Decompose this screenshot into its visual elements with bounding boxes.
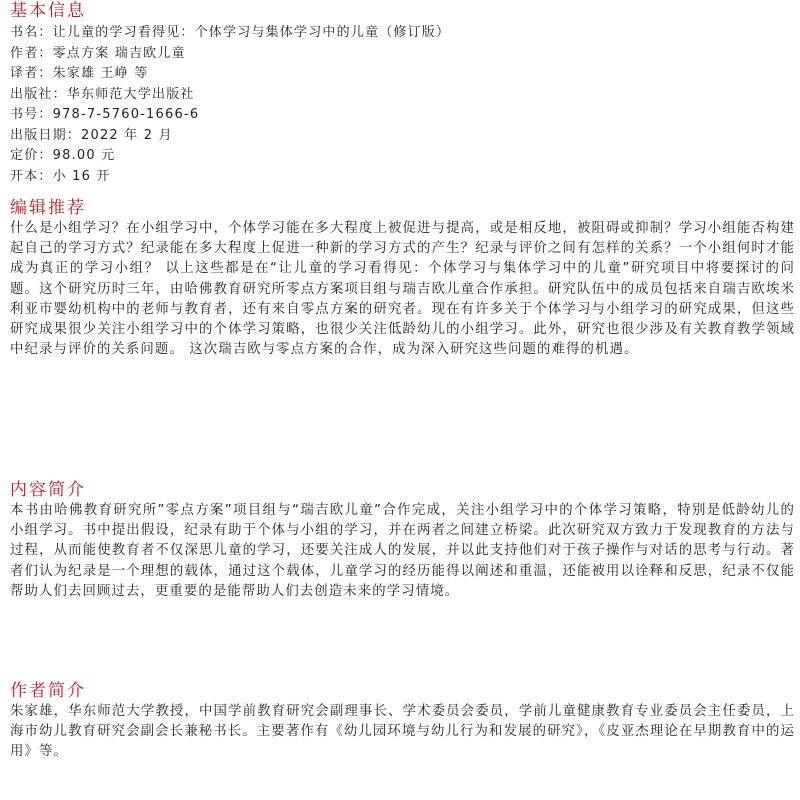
info-value: 2022 年 2 月 (81, 127, 173, 143)
info-value: 978-7-5760-1666-6 (52, 107, 200, 122)
info-row-publish-date (10, 126, 450, 147)
section-title-editor-recommendation: 编辑推荐 (10, 198, 86, 218)
info-value: 华东师范大学出版社 (66, 86, 195, 102)
info-row-translator (10, 64, 450, 85)
info-row-isbn (10, 105, 450, 126)
content-summary-text: 本书由哈佛教育研究所”零点方案”项目组与“瑞吉欧儿童”合作完成，关注小组学习中的个体学习策略，特别是低龄幼儿的小组学习。书中提出假设，纪录有助于个体与小组的学习，并在两者之间建立桥梁。此次研究双方致力于发现教育的方法与过程，从而能使教育者不仅深思儿童的学习，还要关注成人的发展，并以此支持他们对于孩子操作与对话的思考与行动。著者们认为纪录是一个理想的载体，通过这个载体，儿童学习的经历能得以阐述和重温，还能被用以诠释和反思，纪录不仅能帮助人们去回顾过去，更重要的是能帮助人们去创造未来的学习情境。 (10, 503, 795, 599)
info-value: 小 16 开 (52, 168, 111, 184)
info-label: 书号： (10, 107, 53, 122)
info-label: 书名： (10, 25, 53, 40)
info-row-book-title (10, 23, 450, 44)
content-summary-section (10, 479, 795, 602)
editor-recommendation-section (10, 197, 795, 360)
info-value: 零点方案 瑞吉欧儿童 (52, 45, 186, 61)
info-row-author (10, 44, 450, 65)
info-value: 朱家雄 王峥 等 (52, 66, 149, 81)
info-label: 出版社： (10, 86, 67, 102)
info-label: 出版日期： (10, 127, 82, 143)
section-title-basic-info: 基本信息 (10, 1, 86, 21)
info-row-format (10, 167, 450, 188)
info-value: 98.00 元 (52, 148, 116, 163)
info-row-publisher (10, 85, 450, 106)
editor-recommendation-text: 什么是小组学习？在小组学习中，个体学习能在多大程度上被促进与提高，或是相反地，被阻碍或抑制？学习小组能否构建起自己的学习方式？纪录能在多大程度上促进一种新的学习方式的产生？纪录与评价之间有怎样的关系？一个小组何时才能成为真正的学习小组？ 以上这些都是在“让儿童的学习看得见：个体学习与集体学习中的儿童”研究项目中将要探讨的问题。这个研究历时三年，由哈佛教育研究所零点方案项目组与瑞吉欧儿童合作承担。研究队伍中的成员包括来自瑞吉欧埃米利亚市婴幼机构中的老师与教育者，还有来自零点方案的研究者。现在有许多关于个体学习与小组学习的研究成果，但这些研究成果很少关注小组学习中的个体学习策略，也很少关注低龄幼儿的小组学习。此外，研究也很少涉及有关教育教学领域中纪录与评价的关系问题。 这次瑞吉欧与零点方案的合作，成为深入研究这些问题的难得的机遇。 (10, 221, 795, 358)
info-value: 让儿童的学习看得见：个体学习与集体学习中的儿童（修订版） (52, 25, 451, 40)
basic-info-section (10, 0, 450, 187)
section-title-content-summary: 内容简介 (10, 480, 86, 500)
info-label: 作者： (10, 45, 53, 61)
author-intro-text: 朱家雄，华东师范大学教授，中国学前教育研究会副理事长、学术委员会委员，学前儿童健康教育专业委员会主任委员，上海市幼儿教育研究会副会长兼秘书长。主要著作有《幼儿园环境与幼儿行为和发展的研究》，《皮亚杰理论在早期教育中的运用》等。 (10, 704, 795, 760)
info-label: 开本： (10, 168, 53, 184)
author-intro-section (10, 680, 795, 763)
info-label: 译者： (10, 66, 53, 81)
section-title-author-intro: 作者简介 (10, 681, 86, 701)
info-row-price (10, 146, 450, 167)
info-label: 定价： (10, 148, 53, 163)
info-rows (10, 23, 450, 187)
